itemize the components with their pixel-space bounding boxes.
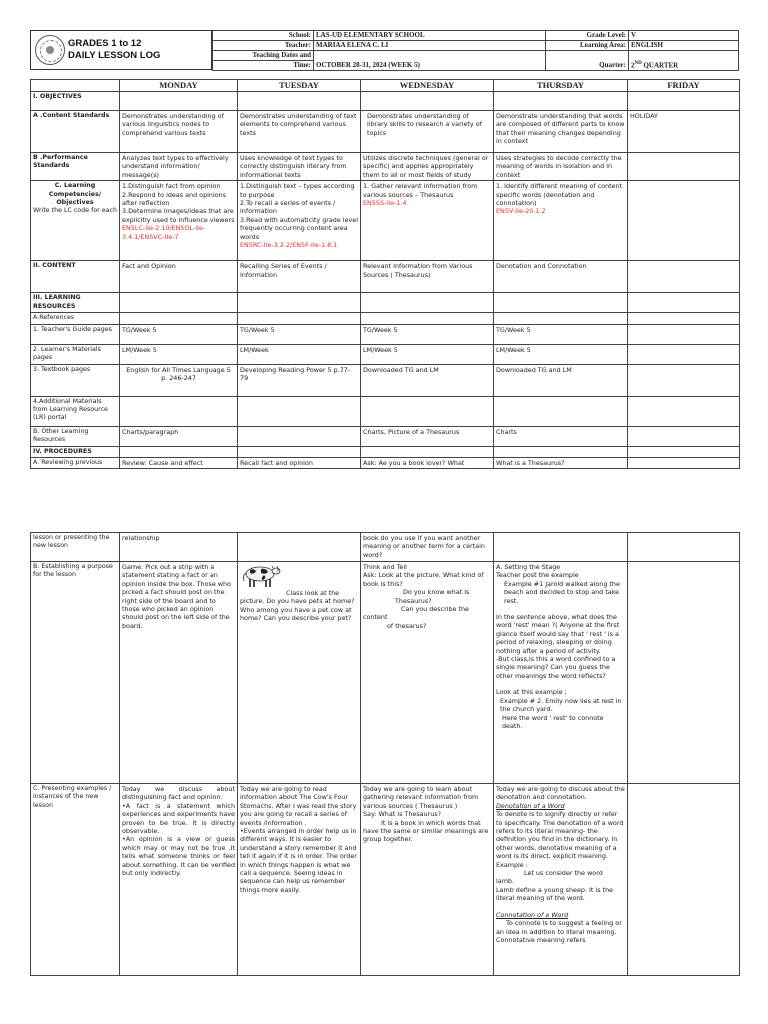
- perf-std-mon: Analyzes text types to effectively understand information/ message(s): [120, 153, 238, 181]
- lc-code: EN5LC-IIe-2.10/EN5OL-IIe-3.4.1/EN5VC-IIe-7: [122, 224, 206, 241]
- lesson-table-part-1: [30, 79, 740, 469]
- dates-label-1: Teaching Dates and: [252, 51, 311, 59]
- review-tue: Recall fact and opinion: [238, 458, 361, 469]
- presenting-mon-1: Today we discuss about distinguishing fact and opinion.: [122, 785, 235, 802]
- empty-cell: [494, 533, 628, 562]
- competency-text: 1.Distinguish text – types according to purpose: [240, 182, 355, 199]
- reviewing-label-cont: lesson or presenting the new lesson: [31, 533, 120, 562]
- empty-cell: [628, 344, 740, 364]
- content-std-mon: Demonstrates understanding of various linguistics nodes to comprehend various texts: [120, 111, 238, 153]
- empty-cell: [628, 396, 740, 426]
- empty-cell: [628, 364, 740, 396]
- purpose-wed-5: Can you describe the: [401, 605, 469, 614]
- textbook-label: 3. Textbook pages: [31, 364, 120, 396]
- review-wed: Ask: Ae you a book lover? What: [361, 458, 494, 469]
- content-wed: Relevant Information from Various Sources ( Thesaurus): [361, 261, 494, 293]
- empty-cell: [628, 562, 740, 784]
- lc-code: EN5SS-IIe-1.4: [363, 199, 407, 208]
- perf-std-thu: Uses strategies to decode correctly the meaning of words in isolation and in context: [494, 153, 628, 181]
- review-mon: Review: Cause and effect: [120, 458, 238, 469]
- presenting-thu-4: Example :: [496, 860, 528, 869]
- tg-tue: TG/Week 5: [238, 324, 361, 344]
- empty-cell: [238, 446, 361, 457]
- lm-thu: LM/Week 5: [494, 344, 628, 364]
- competencies-label: [31, 181, 120, 261]
- purpose-thu-2: Teacher post the example: [496, 571, 579, 580]
- competencies-label-1: C. Learning: [54, 182, 96, 190]
- purpose-thu-4: In the sentence above, what does the word 'rest' mean ?( Anyone at the first glance itself would say that ' rest ' is a period of relaxing, sleeping or doing nothing after a period of activity.: [496, 613, 620, 655]
- competencies-label-3: Objectives: [56, 199, 94, 207]
- quarter-number: 2: [631, 61, 635, 69]
- empty-cell: [628, 426, 740, 446]
- grade-value: V: [629, 31, 739, 41]
- presenting-thu-7: Lamb define a young sheep. It is the literal meaning of the word.: [496, 885, 614, 903]
- content-standards-label: A .Content Standards: [31, 111, 120, 153]
- empty-cell: [628, 153, 740, 181]
- presenting-wed-2: Say: What is Thesaurus?: [363, 810, 442, 819]
- empty-cell: [361, 313, 494, 324]
- empty-cell: [120, 396, 238, 426]
- day-monday: MONDAY: [120, 80, 238, 92]
- other-resources-label: B. Other Learning Resources: [31, 426, 120, 446]
- empty-cell: [120, 446, 238, 457]
- review-thu: What is a Thesaurus?: [494, 458, 628, 469]
- school-value: LAS-UD ELEMENTARY SCHOOL: [314, 31, 546, 41]
- empty-cell: [628, 533, 740, 562]
- empty-cell: [494, 446, 628, 457]
- presenting-wed: [361, 784, 494, 976]
- references-label: A.References: [31, 313, 120, 324]
- purpose-thu: [494, 562, 628, 784]
- purpose-thu-1: A. Setting the Stage: [496, 563, 561, 571]
- tg-mon: TG/Week 5: [120, 324, 238, 344]
- day-thursday: THURSDAY: [494, 80, 628, 92]
- day-wednesday: WEDNESDAY: [361, 80, 494, 92]
- empty-cell: [628, 293, 740, 313]
- learners-materials-label: 2. Learner's Materials pages: [31, 344, 120, 364]
- purpose-wed-2: Ask: Look at the picture. What kind of book is this?: [363, 571, 484, 588]
- teacher-label: Teacher:: [213, 41, 314, 51]
- presenting-mon: [120, 784, 238, 976]
- presenting-thu-3: To denote is to signify directly or refer to specifically. The denotation of a word refers to its literal meaning- the definition you find in the dictionary. In other words, denotative meaning of a word is its direct, explicit meaning.: [496, 810, 624, 861]
- lm-tue: LM/Week: [238, 344, 361, 364]
- competency-text: 1. Gather relevant information from various sources – Thesaurus: [363, 182, 478, 199]
- competencies-mon: [120, 181, 238, 261]
- empty-cell: [361, 293, 494, 313]
- reviewing-label: A. Reviewing previous: [31, 458, 120, 469]
- learning-resources-heading: III. LEARNING RESOURCES: [31, 293, 120, 313]
- time-label: Time:: [213, 61, 314, 71]
- other-res-wed: Charts, Picture of a Thesaurus: [361, 426, 494, 446]
- empty-cell: [238, 396, 361, 426]
- competency-text: 2.To recall a series of events / information: [240, 199, 336, 216]
- empty-cell: [238, 313, 361, 324]
- empty-cell: [628, 458, 740, 469]
- objectives-heading: I. OBJECTIVES: [31, 92, 120, 111]
- lc-code: EN5RC-IIe-3.2.2/EN5F-IIe-1.8.1: [240, 241, 338, 250]
- corner-cell: [31, 80, 120, 92]
- content-std-wed: Demonstrates understanding of library skills to research a variety of topics: [361, 111, 494, 153]
- presenting-thu: [494, 784, 628, 976]
- procedures-heading: IV. PROCEDURES: [31, 446, 120, 457]
- denotation-heading: Denotation of a Word: [496, 801, 565, 810]
- purpose-wed-4: Thesaurus?: [395, 596, 432, 605]
- empty-cell: [361, 396, 494, 426]
- textbook-wed: Downloaded TG and LM: [361, 364, 494, 396]
- competencies-label-4: Write the LC code for each: [33, 207, 117, 215]
- lm-wed: LM/Week 5: [361, 344, 494, 364]
- purpose-mon: Game: Pick out a strip with a statement stating a fact or an opinion inside the box. Those who picked a fact should post on the right side of the board and to those who picked an opinion should post on the left side of the board.: [120, 562, 238, 784]
- teachers-guide-label: 1. Teacher's Guide pages: [31, 324, 120, 344]
- quarter-suffix: ND: [634, 60, 642, 66]
- day-tuesday: TUESDAY: [238, 80, 361, 92]
- header-title-box: [30, 30, 212, 70]
- textbook-tue: Developing Reading Power 5 p.77-79: [238, 364, 361, 396]
- content-std-fri: HOLIDAY: [628, 111, 740, 153]
- presenting-tue: [238, 784, 361, 976]
- empty-cell: [494, 293, 628, 313]
- empty-cell: [120, 92, 238, 111]
- presenting-mon-3: •An opinion is a view or guess which may or may not be true .It tells what someone thinks or feel about something. It can be verified but only indirectly.: [122, 835, 235, 878]
- textbook-title: English for All Times Language 5: [126, 365, 231, 374]
- empty-cell: [628, 181, 740, 261]
- area-label: Learning Area:: [546, 41, 629, 51]
- textbook-pages: p. 246-247: [161, 374, 196, 383]
- empty-cell: [628, 313, 740, 324]
- presenting-tue-1: Today we are going to read information about The Cow's Four Stomachs. After I was read the story you are going to recall a series of events /information .: [240, 785, 357, 827]
- review-wed-cont: book do you use if you want another meaning or another term for a certain word?: [361, 533, 494, 562]
- empty-cell: [628, 324, 740, 344]
- empty-cell: [628, 261, 740, 293]
- presenting-thu-9: To connote is to suggest a feeling or an idea in addition to literal meaning. Connotative meaning refers: [496, 919, 622, 944]
- deped-seal-icon: [35, 35, 65, 65]
- empty-cell: [238, 533, 361, 562]
- day-friday: FRIDAY: [628, 80, 740, 92]
- cow-picture-icon: [240, 563, 282, 589]
- textbook-mon: [120, 364, 238, 396]
- competency-text: 3.Determine images/ideas that are explicitly used to influence viewers: [122, 207, 235, 224]
- dates-value: OCTOBER 28-31, 2024 (WEEK 5): [314, 51, 546, 71]
- content-std-thu: Demonstrate understanding that words are composed of different parts to know that their meaning changes depending in context: [494, 111, 628, 153]
- quarter-value: [629, 51, 739, 71]
- school-label: School:: [213, 31, 314, 41]
- tg-wed: TG/Week 5: [361, 324, 494, 344]
- lc-code: EN5V-IIe-20.1.2: [496, 207, 546, 216]
- purpose-tue-1: Class look at the: [286, 589, 340, 597]
- quarter-label: Quarter:: [546, 51, 629, 71]
- empty-cell: [120, 293, 238, 313]
- presenting-wed-1: Today we are going to learn about gathering relevant information from various sources ( Thesaurus ): [363, 785, 479, 810]
- quarter-text: QUARTER: [641, 61, 679, 69]
- purpose-wed-6: content: [363, 613, 388, 622]
- empty-cell: [238, 293, 361, 313]
- purpose-wed-7: of thesarus?: [387, 621, 427, 630]
- purpose-thu-7: Example # 2. Emily now lies at rest in the church yard.: [500, 696, 622, 714]
- competencies-wed: [361, 181, 494, 261]
- empty-cell: [361, 446, 494, 457]
- empty-cell: [494, 396, 628, 426]
- content-thu: Denotation and Connotation: [494, 261, 628, 293]
- purpose-tue: [238, 562, 361, 784]
- grade-label: Grade Level:: [546, 31, 629, 41]
- presenting-thu-1: Today we are going to discuss about the denotation and connotation.: [496, 785, 625, 802]
- competency-text: 2.Respond to ideas and opinions after reflection: [122, 190, 227, 208]
- content-mon: Fact and Opinion: [120, 261, 238, 293]
- header-info-table: [212, 30, 739, 71]
- competencies-label-2: Competencies/: [48, 190, 102, 198]
- purpose-thu-5: -But class,is this a word confined to a single meaning? Can you guess the other meanings the word reflects?: [496, 655, 616, 680]
- presenting-mon-2: •A fact is a statement which experiences and experiments have proven to be true. It is directly observable.: [122, 801, 235, 836]
- perf-std-tue: Uses knowledge of text types to correctly distinguish literary from informational texts: [238, 153, 361, 181]
- content-label: II. CONTENT: [31, 261, 120, 293]
- title-line-2: DAILY LESSON LOG: [68, 50, 161, 61]
- performance-standards-label: B .Performance Standards: [31, 153, 120, 181]
- presenting-thu-6: lamb.: [496, 877, 515, 886]
- other-res-thu: Charts: [494, 426, 628, 446]
- purpose-wed-1: Think and Tell: [363, 563, 407, 571]
- empty-cell: [628, 446, 740, 457]
- presenting-label: C. Presenting examples / instances of the new lesson: [31, 784, 120, 976]
- textbook-thu: Downloaded TG and LM: [494, 364, 628, 396]
- title-line-1: GRADES 1 to 12: [68, 38, 142, 49]
- area-value: ENGLISH: [629, 41, 739, 51]
- purpose-thu-8: Here the word ' rest' to connote death.: [502, 713, 604, 730]
- empty-cell: [238, 92, 361, 111]
- purpose-wed: [361, 562, 494, 784]
- purpose-thu-3: Example #1 Jarold walked along the beach and decided to stop and take rest.: [504, 579, 620, 605]
- purpose-thu-6: Look at this example ;: [496, 688, 567, 697]
- competencies-thu: [494, 181, 628, 261]
- connotation-heading: Connotation of a Word: [496, 910, 569, 919]
- content-std-tue: Demonstrates understanding of text elements to comprehend various texts: [238, 111, 361, 153]
- empty-cell: [628, 92, 740, 111]
- purpose-wed-3: Do you know what is: [403, 588, 470, 597]
- competency-text: 1. Identify different meaning of content specific words (denotation and connotation): [496, 182, 623, 208]
- lesson-table-part-2: [30, 532, 740, 976]
- header-title: [68, 38, 160, 62]
- review-mon-cont: relationship: [120, 533, 238, 562]
- perf-std-wed: Utilizes discrete techniques (general or specific) and applies appropriately them to all or most fields of study: [361, 153, 494, 181]
- empty-cell: [361, 92, 494, 111]
- empty-cell: [494, 313, 628, 324]
- purpose-tue-2: picture. Do you have pets at home? Who among you have a pet cow at home? Can you describe your pet?: [240, 597, 355, 623]
- competency-text: 3.Read with automaticity grade level frequently occurring content area words: [240, 215, 359, 241]
- presenting-tue-2: •Events arranged in order help us in different ways. It is easier to understand a story remember it and tell it again if it is in order. The order in which things happen is what we call a sequence. Seeing ideas in sequence can help us remember things more easily.: [240, 827, 357, 894]
- competency-text: 1.Distinguish fact from opinion: [122, 182, 221, 191]
- tg-thu: TG/Week 5: [494, 324, 628, 344]
- lm-mon: LM/Week 5: [120, 344, 238, 364]
- presenting-thu-5: Let us consider the word: [524, 869, 603, 878]
- empty-cell: [494, 92, 628, 111]
- additional-materials-label: 4.Additional Materials from Learning Resource (LR) portal: [31, 396, 120, 426]
- teacher-value: MARIAA ELENA C. LI: [314, 41, 546, 51]
- empty-cell: [628, 784, 740, 976]
- other-res-mon: Charts/paragraph: [120, 426, 238, 446]
- presenting-wed-3: It is a book in which words that have the same or similar meanings are group together.: [363, 818, 489, 844]
- empty-cell: [120, 313, 238, 324]
- content-tue: Recalling Series of Events / Information: [238, 261, 361, 293]
- empty-cell: [238, 426, 361, 446]
- competencies-tue: [238, 181, 361, 261]
- dates-label: [213, 51, 314, 61]
- purpose-label: B. Establishing a purpose for the lesson: [31, 562, 120, 784]
